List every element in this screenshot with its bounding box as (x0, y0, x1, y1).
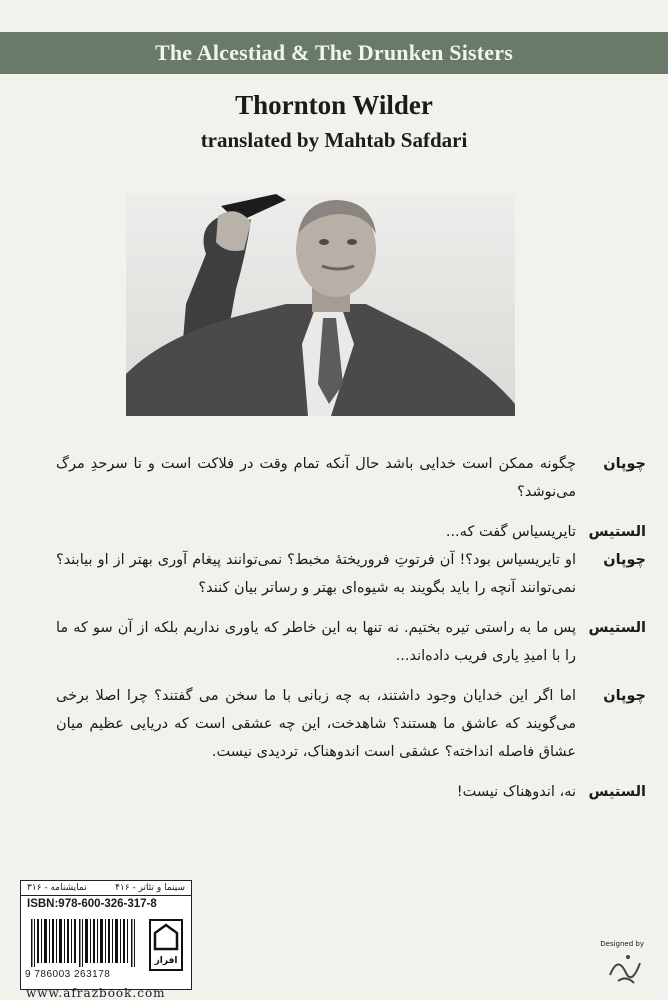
series-title: The Alcestiad & The Drunken Sisters (154, 40, 513, 65)
translator-line: translated by Mahtab Safdari (200, 128, 468, 152)
speaker-label: چوپان (603, 456, 646, 472)
isbn-text: ISBN:978-600-326-317-8 (27, 898, 157, 910)
dialogue-line (56, 518, 646, 546)
publisher-logo-text: افراز (154, 956, 178, 966)
dialogue-line (56, 778, 646, 806)
series-label: سینما و تئاتر - ۴۱۶ (115, 883, 185, 893)
dialogue-line (56, 614, 646, 670)
speaker-label: الستیس (588, 784, 646, 800)
author-photo (126, 194, 515, 416)
dialogue-text: تایریسیاس گفت که... (445, 524, 576, 540)
speaker-label: چوپان (603, 688, 646, 704)
publisher-logo (149, 919, 183, 971)
barcode-digits: 9 786003 263178 (25, 969, 111, 980)
dialogue-text: چگونه ممکن است خدایی باشد حال آنکه تمام وقت در فلاکت است و تا سرحدِ مرگ می‌نوشد؟ (56, 456, 576, 500)
publisher-url: www.afrazbook.com (26, 986, 166, 1000)
barcode-bars (29, 919, 141, 967)
dialogue-text: اما اگر این خدایان وجود داشتند، به چه زبانی با ما سخن می گفتند؟ چرا اصلا برخی می‌گویند که عاشق ما هستند؟ شاهدخت، این چه عشقی است که دریایی عظیم میان عشاق فاصله انداخته؟ عشقی است اندوهناک، تردیدی نیست. (56, 688, 576, 760)
speaker-label: الستیس (588, 620, 646, 636)
dialogue-text: پس ما به راستی تیره بختیم. نه تنها به این خاطر که یاوری نداریم بلکه از آن سو که ما را با امیدِ یاری فریب داده‌اند... (56, 620, 576, 664)
speaker-label: الستیس (588, 524, 646, 540)
dialogue-text: نه، اندوهناک نیست! (456, 784, 576, 800)
dialogue-line (56, 450, 646, 506)
barcode-box (20, 880, 192, 990)
dialogue-excerpt (56, 450, 646, 806)
dialogue-line (56, 682, 646, 766)
designer-signature-icon (604, 945, 648, 991)
dialogue-text: او تایریسیاس بود؟! آن فرتوتِ فروریختهٔ مخبط؟ نمی‌توانند پیغام آوری بهتر از او بیابند؟ نمی‌توانند آنچه را باید بگویند به شیوه‌ای بهتر و رساتر بیان کنند؟ (56, 552, 576, 596)
dialogue-line (56, 546, 646, 602)
author-name: Thornton Wilder (235, 90, 433, 120)
series-title-bar (0, 32, 668, 74)
designer-label: Designed by (600, 940, 644, 948)
number-label: نمایشنامه - ۳۱۶ (27, 883, 87, 893)
speaker-label: چوپان (603, 552, 646, 568)
series-info (21, 881, 191, 896)
